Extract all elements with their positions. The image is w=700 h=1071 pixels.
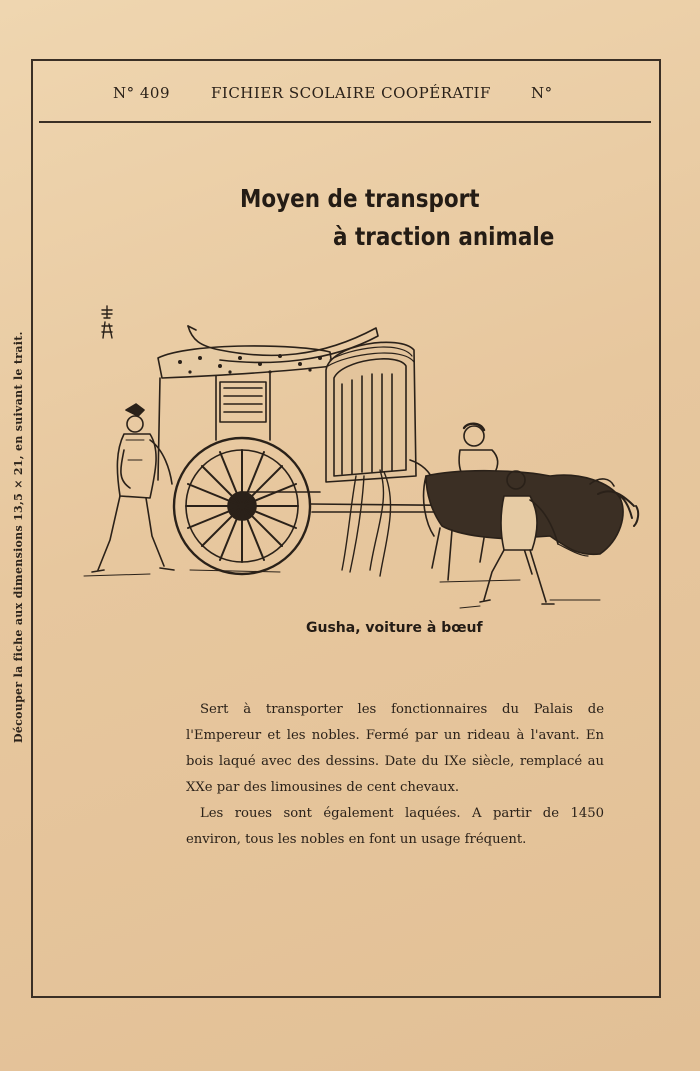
attendant-figure-icon — [92, 404, 174, 572]
header-title: FICHIER SCOLAIRE COOPÉRATIF — [211, 84, 491, 102]
cart-wheel-icon — [174, 438, 310, 574]
card-number: N° 409 — [113, 84, 171, 102]
illustration-caption: Gusha, voiture à bœuf — [306, 620, 483, 636]
header-divider — [39, 121, 651, 123]
page-title-line1: Moyen de transport — [240, 184, 480, 213]
artist-seal-icon — [102, 306, 112, 338]
description-text — [186, 697, 604, 853]
child-figure-icon — [459, 424, 497, 474]
cut-instruction: Découper la fiche aux dimensions 13,5 × 21, en suivant le trait. — [12, 331, 25, 743]
ox-cart-illustration — [80, 300, 640, 610]
card-number-blank: N° — [531, 84, 553, 102]
description-paragraph-2: Les roues sont également laquées. A partir de 1450 environ, tous les nobles en font un usage fréquent. — [186, 806, 604, 847]
page-title-line2: à traction animale — [333, 222, 555, 251]
description-paragraph-1: Sert à transporter les fonctionnaires du Palais de l'Empereur et les nobles. Fermé par un rideau à l'avant. En bois laqué avec des dessins. Date du IXe siècle, remplacé au XXe par des limousines de cent chevaux. — [186, 702, 604, 795]
